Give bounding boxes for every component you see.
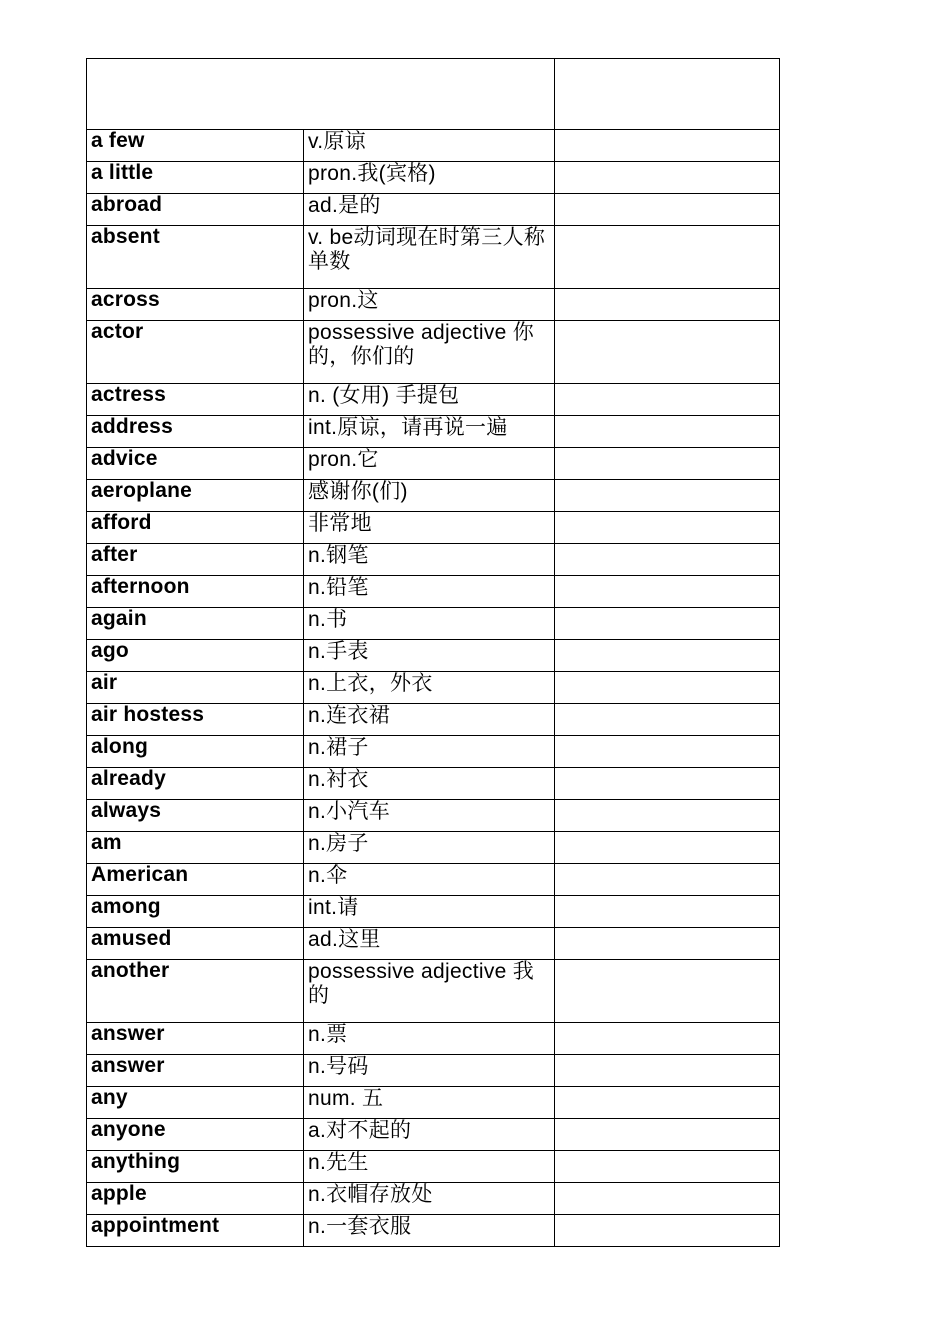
table-row [87,864,780,896]
table-row [87,544,780,576]
meaning-cell: ad.是的 [304,194,555,226]
table-row [87,832,780,864]
table-row [87,384,780,416]
meaning-cell: n.票 [304,1023,555,1055]
word-cell: after [87,544,304,576]
extra-cell [555,864,780,896]
extra-cell [555,1087,780,1119]
word-cell: again [87,608,304,640]
meaning-cell: a.对不起的 [304,1119,555,1151]
meaning-cell: n.小汽车 [304,800,555,832]
word-cell: actress [87,384,304,416]
meaning-cell: n.裙子 [304,736,555,768]
table-row [87,512,780,544]
word-cell: air [87,672,304,704]
table-row [87,226,780,289]
table-row [87,1055,780,1087]
extra-cell [555,576,780,608]
extra-cell [555,896,780,928]
table-row [87,736,780,768]
table-row [87,672,780,704]
meaning-cell: n.上衣，外衣 [304,672,555,704]
table-row [87,576,780,608]
word-cell: answer [87,1023,304,1055]
table-row [87,896,780,928]
word-cell: any [87,1087,304,1119]
table-row [87,416,780,448]
word-cell: afternoon [87,576,304,608]
word-cell: amused [87,928,304,960]
word-cell: actor [87,321,304,384]
table-row [87,768,780,800]
meaning-cell: int.原谅，请再说一遍 [304,416,555,448]
word-cell: another [87,960,304,1023]
extra-cell [555,544,780,576]
extra-cell [555,1055,780,1087]
table-row [87,704,780,736]
table-row [87,448,780,480]
extra-cell [555,1215,780,1247]
table-row [87,321,780,384]
extra-cell [555,800,780,832]
meaning-cell: pron.这 [304,289,555,321]
extra-cell [555,1023,780,1055]
meaning-cell: v. be动词现在时第三人称单数 [304,226,555,289]
table-row [87,608,780,640]
extra-cell [555,289,780,321]
extra-cell [555,640,780,672]
meaning-cell: pron.我(宾格) [304,162,555,194]
meaning-cell: possessive adjective 我的 [304,960,555,1023]
extra-cell [555,384,780,416]
word-cell: a little [87,162,304,194]
table-row [87,130,780,162]
word-cell: anything [87,1151,304,1183]
word-cell: appointment [87,1215,304,1247]
meaning-cell: n.铅笔 [304,576,555,608]
meaning-cell: v.原谅 [304,130,555,162]
extra-cell [555,448,780,480]
word-cell: across [87,289,304,321]
table-row [87,289,780,321]
table-row [87,1151,780,1183]
word-cell: among [87,896,304,928]
word-cell: always [87,800,304,832]
word-cell: already [87,768,304,800]
meaning-cell: n.一套衣服 [304,1215,555,1247]
word-cell: answer [87,1055,304,1087]
extra-cell [555,768,780,800]
table-row [87,1215,780,1247]
header-merged-cell [87,59,555,130]
table-row [87,960,780,1023]
vocabulary-table [86,58,780,1247]
table-row [87,800,780,832]
header-extra-cell [555,59,780,130]
meaning-cell: num. 五 [304,1087,555,1119]
meaning-cell: n.房子 [304,832,555,864]
extra-cell [555,608,780,640]
word-cell: afford [87,512,304,544]
meaning-cell: n. (女用) 手提包 [304,384,555,416]
word-cell: apple [87,1183,304,1215]
extra-cell [555,321,780,384]
word-cell: aeroplane [87,480,304,512]
word-cell: abroad [87,194,304,226]
extra-cell [555,226,780,289]
table-row [87,928,780,960]
table-body [87,59,780,1247]
meaning-cell: n.先生 [304,1151,555,1183]
extra-cell [555,512,780,544]
meaning-cell: n.衣帽存放处 [304,1183,555,1215]
meaning-cell: possessive adjective 你的，你们的 [304,321,555,384]
table-row [87,640,780,672]
table-row [87,162,780,194]
meaning-cell: n.手表 [304,640,555,672]
table-row [87,480,780,512]
extra-cell [555,162,780,194]
table-row [87,1087,780,1119]
meaning-cell: 非常地 [304,512,555,544]
extra-cell [555,194,780,226]
word-cell: ago [87,640,304,672]
table-row [87,1023,780,1055]
extra-cell [555,704,780,736]
meaning-cell: ad.这里 [304,928,555,960]
word-cell: address [87,416,304,448]
word-cell: air hostess [87,704,304,736]
meaning-cell: n.号码 [304,1055,555,1087]
table-row [87,1119,780,1151]
extra-cell [555,1183,780,1215]
extra-cell [555,736,780,768]
meaning-cell: 感谢你(们) [304,480,555,512]
word-cell: advice [87,448,304,480]
word-cell: am [87,832,304,864]
meaning-cell: int.请 [304,896,555,928]
extra-cell [555,480,780,512]
table-row [87,1183,780,1215]
extra-cell [555,832,780,864]
meaning-cell: n.钢笔 [304,544,555,576]
meaning-cell: n.连衣裙 [304,704,555,736]
table-row [87,194,780,226]
word-cell: a few [87,130,304,162]
word-cell: absent [87,226,304,289]
extra-cell [555,960,780,1023]
extra-cell [555,1151,780,1183]
meaning-cell: pron.它 [304,448,555,480]
meaning-cell: n.书 [304,608,555,640]
header-row [87,59,780,130]
extra-cell [555,1119,780,1151]
word-cell: along [87,736,304,768]
word-cell: American [87,864,304,896]
meaning-cell: n.衬衣 [304,768,555,800]
word-cell: anyone [87,1119,304,1151]
extra-cell [555,416,780,448]
extra-cell [555,928,780,960]
meaning-cell: n.伞 [304,864,555,896]
extra-cell [555,130,780,162]
extra-cell [555,672,780,704]
